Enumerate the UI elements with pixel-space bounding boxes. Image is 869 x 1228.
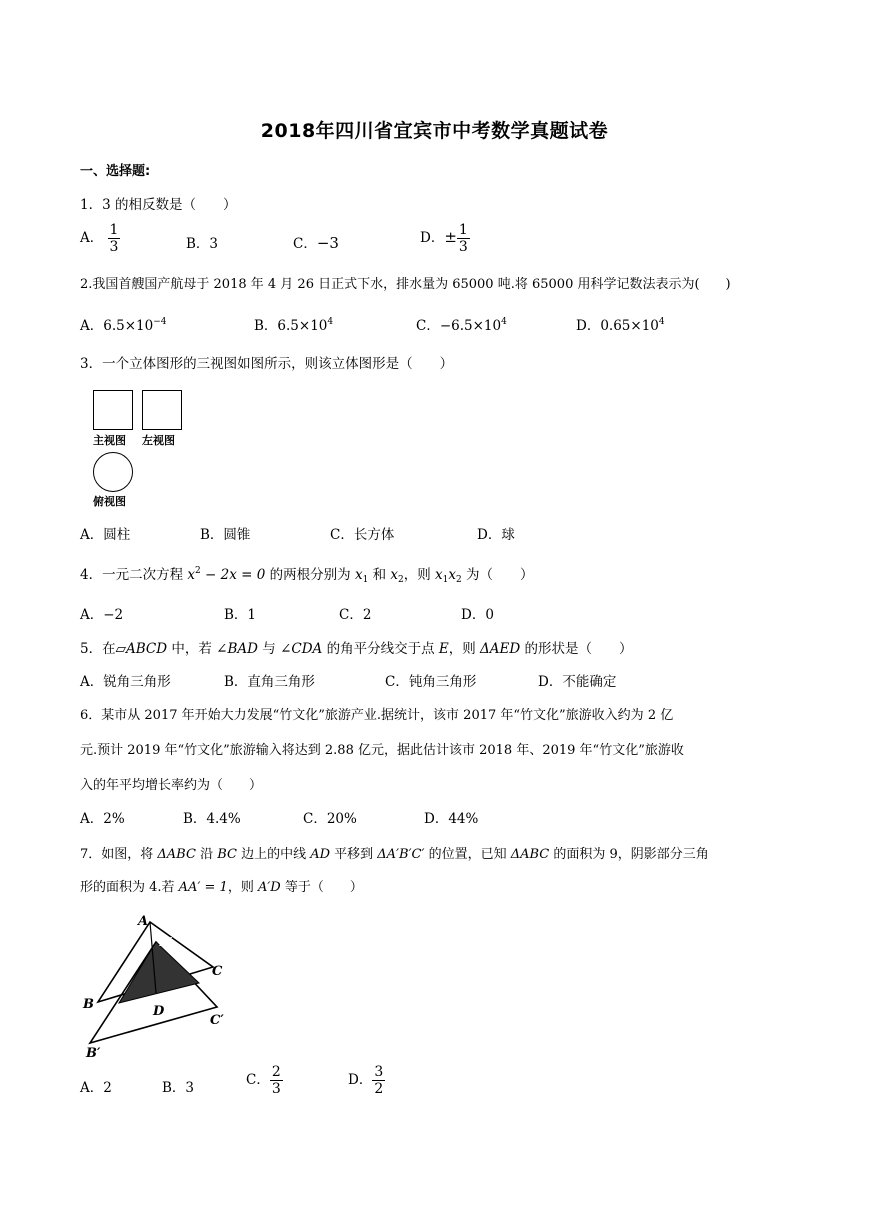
question-3-option-c: C．长方体 <box>330 527 395 543</box>
question-1-option-d: D．± $\frac{1}{3}$ <box>420 222 468 255</box>
question-2-stem: 2.我国首艘国产航母于 2018 年 4 月 26 日正式下水，排水量为 65000 吨.将 65000 用科学记数法表示为( ) <box>80 277 731 292</box>
question-4-option-b: B．1 <box>224 607 257 623</box>
question-7-option-c: C． $\frac{2}{3}$ <box>246 1064 281 1097</box>
left-view-square <box>142 390 182 430</box>
question-5-option-d: D．不能确定 <box>538 674 617 690</box>
question-7-option-a: A．2 <box>80 1080 112 1096</box>
question-2-option-a: A．$6.5\times 10^{-4}$ <box>80 317 167 334</box>
fraction: $\frac{1}{3}$ <box>109 222 119 255</box>
label-c: C <box>212 964 223 979</box>
question-7-option-d: D． $\frac{3}{2}$ <box>348 1064 384 1097</box>
section-heading: 一、选择题: <box>80 164 151 179</box>
question-4-option-c: C．2 <box>339 607 372 623</box>
fraction: $\frac{1}{3}$ <box>458 222 468 255</box>
question-4-option-d: D．0 <box>461 607 494 623</box>
question-3-option-a: A．圆柱 <box>80 527 131 543</box>
question-3-option-d: D．球 <box>477 527 515 543</box>
question-7-line-1: 7．如图，将 ΔABC 沿 BC 边上的中线 AD 平移到 ΔA′B′C′ 的位置，已知 ΔABC 的面积为 9，阴影部分三角 <box>80 847 709 862</box>
question-2-option-b: B．$6.5\times 10^4$ <box>254 317 334 334</box>
front-view-square <box>93 390 133 430</box>
question-5-option-a: A．锐角三角形 <box>80 674 171 690</box>
question-1-option-a: A． $\frac{1}{3}$ <box>80 222 119 255</box>
question-5-stem: 5．在▱ABCD 中，若 ∠BAD 与 ∠CDA 的角平分线交于点 E，则 ΔAED 的形状是（ ） <box>80 641 633 657</box>
question-1-option-b: B．3 <box>186 236 219 252</box>
fraction: $\frac{2}{3}$ <box>271 1064 281 1097</box>
page-title: 2018年四川省宜宾市中考数学真题试卷 <box>260 120 609 142</box>
translated-triangle-figure <box>78 905 248 1065</box>
question-2-option-c: C．$-6.5\times 10^4$ <box>416 317 507 334</box>
question-4-option-a: A．−2 <box>80 607 124 623</box>
top-view-label: 俯视图 <box>93 495 126 508</box>
question-6-option-c: C．20% <box>303 811 357 827</box>
question-3-stem: 3．一个立体图形的三视图如图所示，则该立体图形是（ ） <box>80 356 454 372</box>
question-6-line-3: 入的年平均增长率约为（ ） <box>80 778 263 793</box>
question-6-line-2: 元.预计 2019 年“竹文化”旅游输入将达到 2.88 亿元，据此估计该市 2018 年、2019 年“竹文化”旅游收 <box>80 743 684 758</box>
label-a-prime: A′ <box>160 935 173 949</box>
question-6-option-a: A．2% <box>80 811 125 827</box>
label-c-prime: C′ <box>210 1013 224 1028</box>
fraction: $\frac{3}{2}$ <box>374 1064 384 1097</box>
question-7-option-b: B．3 <box>162 1080 195 1096</box>
parallelogram-symbol: ▱ <box>115 641 126 657</box>
label-d: D <box>153 1004 165 1019</box>
question-6-line-1: 6．某市从 2017 年开始大力发展“竹文化”旅游产业.据统计，该市 2017 年“竹文化”旅游收入约为 2 亿 <box>80 708 674 723</box>
top-view-circle <box>93 452 133 492</box>
question-6-option-b: B．4.4% <box>183 811 241 827</box>
question-2-option-d: D．$0.65\times 10^4$ <box>576 317 665 334</box>
label-b-prime: B′ <box>86 1046 101 1061</box>
front-view-label: 主视图 <box>93 434 126 447</box>
left-view-label: 左视图 <box>142 434 175 447</box>
question-5-option-b: B．直角三角形 <box>224 674 315 690</box>
label-b: B <box>83 997 94 1012</box>
question-3-option-b: B．圆锥 <box>200 527 251 543</box>
question-1-option-c: C．−3 <box>293 234 339 252</box>
label-a: A <box>138 914 149 929</box>
question-1-stem: 1．3 的相反数是（ ） <box>80 197 237 213</box>
question-4-stem: 4．一元二次方程 $x^2 - 2x = 0$ 的两根分别为 $x_1$ 和 $x_2$，则 $x_1x_2$ 为（ ） <box>80 566 534 585</box>
question-7-line-2: 形的面积为 4.若 AA′ = 1，则 A′D 等于（ ） <box>80 880 363 895</box>
question-5-option-c: C．钝角三角形 <box>385 674 477 690</box>
question-6-option-d: D．44% <box>424 811 479 827</box>
